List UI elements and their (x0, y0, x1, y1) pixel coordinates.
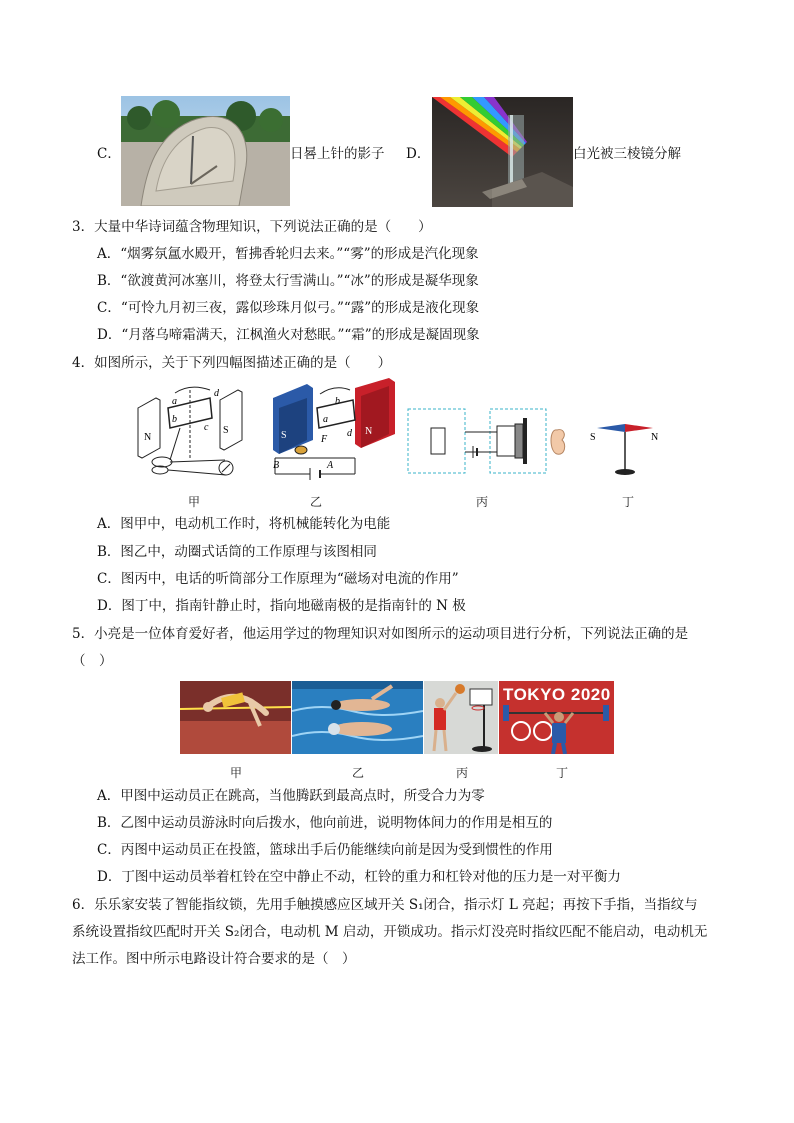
option-d-text: 白光被三棱镜分解 (573, 146, 681, 162)
fig-label-n: N (144, 432, 152, 443)
q5-caption-yi: 乙 (352, 766, 365, 780)
fig-label-c: c (204, 422, 209, 433)
fig-yi-label-n: N (365, 426, 373, 437)
basketball-image (424, 681, 498, 754)
q4-caption-jia: 甲 (188, 495, 201, 509)
q5-option-a: A．甲图中运动员正在跳高，当他腾跃到最高点时，所受合力为零 (97, 788, 485, 804)
figure-jia-generator (130, 378, 250, 486)
fig-yi-label-a: a (323, 414, 328, 425)
q5-option-b: B．乙图中运动员游泳时向后拨水，他向前进，说明物体间力的作用是相互的 (97, 815, 553, 831)
fig-label-a: a (172, 396, 177, 407)
fig-label-b: b (172, 414, 177, 425)
q3-stem: 3．大量中华诗词蕴含物理知识，下列说法正确的是（ ） (72, 219, 432, 235)
high-jump-image (180, 681, 291, 754)
prism-image (432, 97, 573, 207)
fig-ding-label-n: N (651, 432, 659, 443)
q5-caption-jia: 甲 (230, 766, 243, 780)
sundial-image (121, 96, 290, 206)
option-c-text: 日晷上针的影子 (290, 146, 385, 162)
q6-line-1: 6．乐乐家安装了智能指纹锁，先用手触摸感应区域开关 S₁闭合，指示灯 L 亮起；再按下手指，当指纹与 (72, 897, 698, 913)
q5-option-c: C．丙图中运动员正在投篮，篮球出手后仍能继续向前是因为受到惯性的作用 (97, 842, 553, 858)
q5-caption-bing: 丙 (456, 766, 469, 780)
q3-option-c: C．“可怜九月初三夜，露似珍珠月似弓。”“露”的形成是液化现象 (97, 300, 480, 316)
q4-option-d: D．图丁中，指南针静止时，指向地磁南极的是指南针的 N 极 (97, 598, 466, 614)
fig-label-d: d (214, 388, 219, 399)
figure-yi-motor (265, 378, 400, 486)
fig-yi-label-big-a: A (327, 460, 334, 471)
q6-line-3: 法工作。图中所示电路设计符合要求的是（ ） (72, 951, 356, 967)
q5-stem-bracket: （ ） (72, 653, 113, 669)
q5-option-d: D．丁图中运动员举着杠铃在空中静止不动，杠铃的重力和杠铃对他的压力是一对平衡力 (97, 869, 621, 885)
fig-ding-label-s: S (590, 432, 596, 443)
fig-yi-label-d: d (347, 428, 352, 439)
q6-line-2: 系统设置指纹匹配时开关 S₂闭合，电动机 M 启动，开锁成功。指示灯没亮时指纹匹配不能启动，电动机无 (72, 924, 708, 940)
fig-yi-label-s: S (281, 430, 287, 441)
fig-yi-label-f: F (321, 434, 328, 445)
fig-yi-label-big-b: B (273, 460, 280, 471)
q4-option-a: A．图甲中，电动机工作时，将机械能转化为电能 (97, 516, 391, 532)
q4-option-b: B．图乙中，动圈式话筒的工作原理与该图相同 (97, 544, 377, 560)
tokyo-2020-text: TOKYO 2020 (503, 685, 611, 704)
q4-option-c: C．图丙中，电话的听筒部分工作原理为“磁场对电流的作用” (97, 571, 459, 587)
q3-option-a: A．“烟雾氛氲水殿开，暂拂香轮归去来。”“雾”的形成是汽化现象 (97, 246, 479, 262)
figure-bing-telephone (407, 408, 577, 478)
q4-stem: 4．如图所示，关于下列四幅图描述正确的是（ ） (72, 355, 392, 371)
figure-ding-compass (585, 418, 665, 480)
option-d-label: D． (406, 146, 431, 162)
fig-label-s: S (223, 425, 229, 436)
q4-caption-ding: 丁 (622, 495, 635, 509)
q3-option-d: D．“月落乌啼霜满天，江枫渔火对愁眠。”“霜”的形成是凝固现象 (97, 327, 480, 343)
swimming-image (292, 681, 423, 754)
q4-caption-bing: 丙 (476, 495, 489, 509)
option-c-label: C． (97, 146, 121, 162)
fig-yi-label-b: b (335, 396, 340, 407)
weightlifting-image (499, 681, 614, 754)
q5-caption-ding: 丁 (556, 766, 569, 780)
q4-caption-yi: 乙 (310, 495, 323, 509)
q3-option-b: B．“欲渡黄河冰塞川，将登太行雪满山。”“冰”的形成是凝华现象 (97, 273, 479, 289)
q5-stem: 5．小亮是一位体育爱好者，他运用学过的物理知识对如图所示的运动项目进行分析，下列说法正确的是 (72, 626, 689, 642)
